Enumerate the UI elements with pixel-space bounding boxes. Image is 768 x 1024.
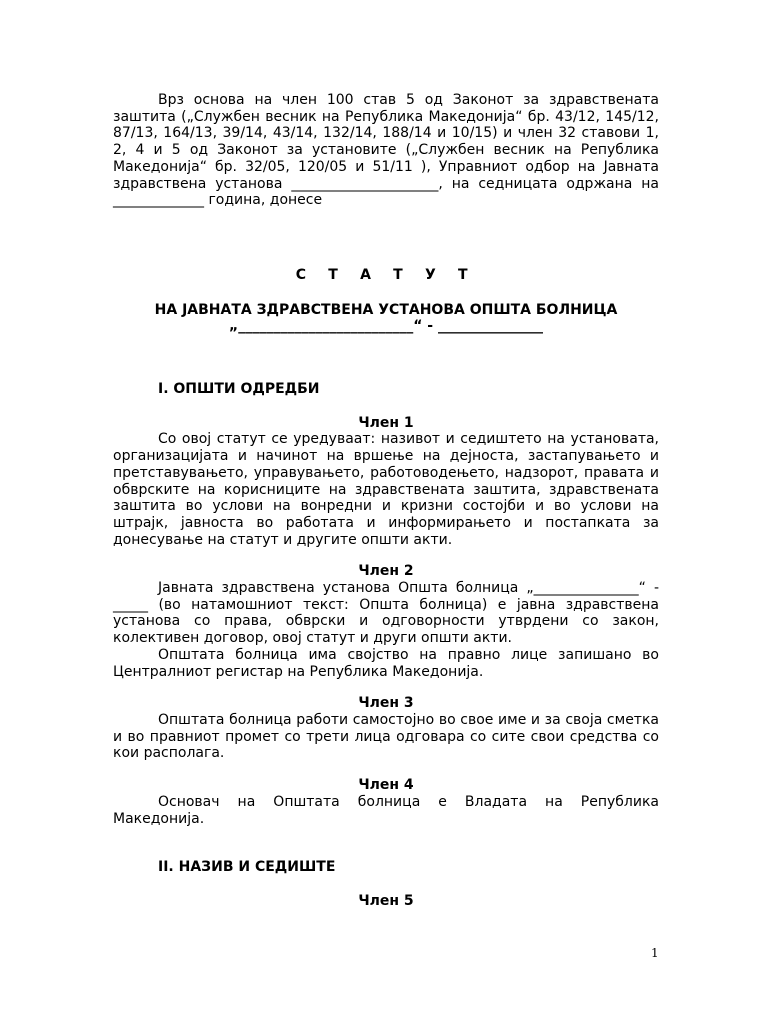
article-4-text: Основач на Општата болница е Владата на Република Македонија. — [113, 793, 659, 827]
article-1-heading: Член 1 — [358, 414, 414, 431]
article-2-text-1: Јавната здравствена установа Општа болница „_______________“ - _____ (во натамошниот текст: Општа болница) е јавна здравствена установа со права, обврски и одговорности утврдени со закон, колективен договор, овој статут и други општи акти. — [113, 580, 659, 647]
page-number: 1 — [651, 946, 659, 960]
document-subtitle-line2: „_________________________“ - _______________ — [229, 318, 543, 335]
section-heading-name-and-seat: II. НАЗИВ И СЕДИШТЕ — [158, 859, 336, 876]
article-5-heading: Член 5 — [358, 892, 414, 909]
preamble-paragraph: Врз основа на член 100 став 5 од Законот за здравствената заштита („Службен весник на Република Македонија“ бр. 43/12, 145/12, 87/13, 164/13, 39/14, 43/14, 132/14, 188/14 и 10/15) и член 32 ставови 1, 2, 4 и 5 од Законот за установите („Службен весник на Република Македонија“ бр. 32/05, 120/05 и 51/11 ), Управниот одбор на Јавната здравствена установа _____________________, на седницата одржана на _____________ година, донесе — [113, 92, 659, 209]
section-heading-general-provisions: I. ОПШТИ ОДРЕДБИ — [158, 381, 320, 398]
article-3-text: Општата болница работи самостојно во свое име и за своја сметка и во правниот промет со трети лица одговара со сите свои средства со кои располага. — [113, 711, 659, 762]
document-page — [113, 92, 659, 910]
article-1-text: Со овој статут се уредуваат: називот и седиштето на установата, организацијата и начинот на вршење на дејноста, застапувањето и претставувањето, управувањето, работоводењето, надзорот, правата и обврските на корисниците на здравствената заштита, здравствената заштита во услови на вонредни и кризни состојби и во услови на штрајк, јавноста во работата и информирањето и постапката за донесување на статут и другите општи акти. — [113, 431, 659, 548]
article-2-text-2: Општата болница има својство на правно лице запишано во Централниот регистар на Република Македонија. — [113, 646, 659, 680]
article-4-heading: Член 4 — [358, 777, 414, 794]
document-title: С Т А Т У Т — [295, 266, 477, 283]
article-2-heading: Член 2 — [358, 563, 414, 580]
article-3-heading: Член 3 — [358, 695, 414, 712]
document-subtitle-line1: НА ЈАВНАТА ЗДРАВСТВЕНА УСТАНОВА ОПШТА БОЛНИЦА — [154, 301, 618, 318]
